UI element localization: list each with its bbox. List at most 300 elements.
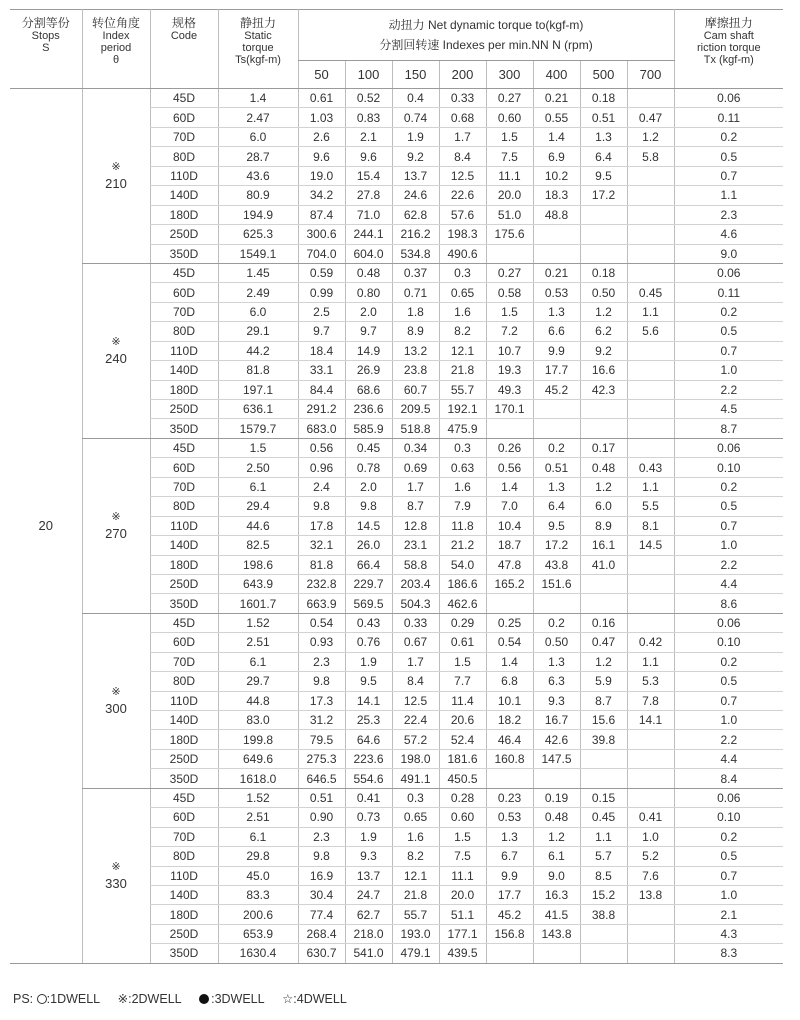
dynamic-torque-cell [627,944,674,963]
dynamic-torque-cell: 5.7 [580,847,627,866]
dynamic-torque-cell: 236.6 [345,400,392,419]
dynamic-torque-cell: 604.0 [345,244,392,263]
table-row [10,263,783,282]
header-stops-en1: Stops [31,30,60,42]
dynamic-torque-cell: 147.5 [533,749,580,768]
dynamic-torque-cell: 0.48 [580,458,627,477]
friction-torque-cell: 0.06 [674,438,783,457]
header-static-cn: 静扭力 [239,16,276,30]
dynamic-torque-cell: 0.78 [345,458,392,477]
static-torque-cell: 44.6 [218,516,298,535]
dynamic-torque-cell: 16.9 [298,866,345,885]
dynamic-torque-cell [627,730,674,749]
dynamic-torque-cell: 39.8 [580,730,627,749]
dynamic-torque-cell: 14.5 [345,516,392,535]
dynamic-torque-cell: 42.6 [533,730,580,749]
dynamic-torque-cell: 9.6 [298,147,345,166]
dynamic-torque-cell: 12.5 [439,166,486,185]
dynamic-torque-cell: 9.7 [345,322,392,341]
dynamic-torque-cell [580,244,627,263]
dynamic-torque-cell: 291.2 [298,400,345,419]
dynamic-torque-cell: 13.7 [392,166,439,185]
dynamic-torque-cell [580,944,627,963]
dynamic-torque-cell [580,924,627,943]
code-cell: 250D [150,225,218,244]
dynamic-torque-cell: 0.67 [392,633,439,652]
static-torque-cell: 197.1 [218,380,298,399]
dynamic-torque-cell: 8.4 [439,147,486,166]
dynamic-torque-cell: 9.8 [298,847,345,866]
dynamic-torque-cell: 9.8 [298,672,345,691]
dynamic-torque-cell: 0.93 [298,633,345,652]
dynamic-torque-cell: 275.3 [298,749,345,768]
dynamic-torque-cell: 0.56 [298,438,345,457]
dynamic-torque-cell: 16.7 [533,711,580,730]
dynamic-torque-cell: 1.2 [580,652,627,671]
dynamic-torque-cell: 0.51 [580,108,627,127]
code-cell: 250D [150,924,218,943]
dynamic-torque-cell: 55.7 [392,905,439,924]
dynamic-torque-cell: 52.4 [439,730,486,749]
dynamic-torque-cell: 7.7 [439,672,486,691]
dynamic-torque-cell: 1.0 [627,827,674,846]
static-torque-cell: 29.4 [218,497,298,516]
code-cell: 80D [150,672,218,691]
dynamic-torque-cell [486,769,533,788]
static-torque-cell: 198.6 [218,555,298,574]
dynamic-torque-cell: 1.2 [580,302,627,321]
dynamic-torque-cell: 1.3 [533,477,580,496]
dynamic-torque-cell: 9.9 [533,341,580,360]
friction-torque-cell: 0.5 [674,147,783,166]
code-cell: 250D [150,574,218,593]
dynamic-torque-cell: 0.23 [486,788,533,807]
table-row [10,788,783,807]
dynamic-torque-cell: 77.4 [298,905,345,924]
code-cell: 350D [150,594,218,613]
dynamic-torque-cell: 268.4 [298,924,345,943]
dynamic-torque-cell: 450.5 [439,769,486,788]
index-angle-value: 240 [105,350,127,366]
friction-torque-cell: 2.3 [674,205,783,224]
dynamic-torque-cell: 0.52 [345,89,392,108]
dynamic-torque-cell [580,419,627,438]
dynamic-torque-cell [627,380,674,399]
dynamic-torque-cell: 22.6 [439,186,486,205]
dynamic-torque-cell: 26.9 [345,361,392,380]
dynamic-torque-cell: 55.7 [439,380,486,399]
dynamic-torque-cell: 2.3 [298,827,345,846]
dynamic-torque-cell: 646.5 [298,769,345,788]
legend-item-4dwell [282,992,347,1006]
friction-torque-cell: 4.5 [674,400,783,419]
header-code-cn: 规格 [171,16,196,30]
dynamic-torque-cell: 232.8 [298,574,345,593]
dynamic-torque-cell: 2.1 [345,127,392,146]
dynamic-torque-cell: 585.9 [345,419,392,438]
dynamic-torque-cell: 0.29 [439,613,486,632]
dynamic-torque-cell: 24.6 [392,186,439,205]
dynamic-torque-cell: 1.9 [345,652,392,671]
dynamic-torque-cell: 198.3 [439,225,486,244]
index-angle-cell [82,89,150,264]
dynamic-torque-cell: 84.4 [298,380,345,399]
dynamic-torque-cell: 0.2 [533,438,580,457]
code-cell: 110D [150,166,218,185]
dynamic-torque-cell: 21.8 [439,361,486,380]
dynamic-torque-cell: 0.21 [533,263,580,282]
dynamic-torque-cell: 9.5 [533,516,580,535]
static-torque-cell: 1.45 [218,263,298,282]
static-torque-cell: 83.0 [218,711,298,730]
dynamic-torque-cell: 21.2 [439,536,486,555]
code-cell: 70D [150,477,218,496]
dynamic-torque-cell: 2.5 [298,302,345,321]
dynamic-torque-cell: 0.3 [439,263,486,282]
dynamic-torque-cell: 170.1 [486,400,533,419]
dynamic-torque-cell: 16.3 [533,885,580,904]
header-stops [10,10,82,89]
dynamic-torque-cell: 8.2 [392,847,439,866]
friction-torque-cell: 0.2 [674,127,783,146]
code-cell: 70D [150,302,218,321]
dynamic-torque-cell: 186.6 [439,574,486,593]
header-friction [674,10,783,89]
dynamic-torque-cell: 19.3 [486,361,533,380]
code-cell: 60D [150,108,218,127]
dynamic-torque-cell: 26.0 [345,536,392,555]
dynamic-torque-cell: 81.8 [298,555,345,574]
dynamic-torque-cell: 7.9 [439,497,486,516]
dynamic-torque-cell [627,905,674,924]
code-cell: 180D [150,730,218,749]
dynamic-torque-cell: 62.8 [392,205,439,224]
dynamic-torque-cell [533,419,580,438]
legend-item-3dwell [199,992,265,1006]
dynamic-torque-cell: 9.8 [298,497,345,516]
dynamic-torque-cell: 17.7 [533,361,580,380]
dynamic-torque-cell: 0.47 [580,633,627,652]
dynamic-torque-cell: 45.2 [486,905,533,924]
static-torque-cell: 28.7 [218,147,298,166]
code-cell: 140D [150,885,218,904]
dynamic-torque-cell: 2.0 [345,302,392,321]
dynamic-torque-cell: 8.9 [580,516,627,535]
dynamic-torque-cell: 0.73 [345,808,392,827]
legend-item-1dwell [37,992,101,1006]
dynamic-torque-cell: 57.2 [392,730,439,749]
dynamic-torque-cell: 1.9 [345,827,392,846]
dynamic-torque-cell: 0.21 [533,89,580,108]
dynamic-torque-cell: 1.1 [627,477,674,496]
code-cell: 70D [150,827,218,846]
dynamic-torque-cell: 12.1 [439,341,486,360]
dynamic-torque-cell [627,400,674,419]
header-friction-en2: riction torque [697,42,761,54]
dynamic-torque-cell [533,594,580,613]
dynamic-torque-cell: 0.26 [486,438,533,457]
static-torque-cell: 1.52 [218,788,298,807]
dynamic-torque-cell [627,924,674,943]
dynamic-torque-cell: 60.7 [392,380,439,399]
header-static-en2: torque [242,42,274,54]
index-angle-cell [82,613,150,788]
dynamic-torque-cell: 0.59 [298,263,345,282]
dynamic-torque-cell: 244.1 [345,225,392,244]
dynamic-torque-cell: 7.5 [486,147,533,166]
speed-header-cell: 700 [627,61,674,89]
dynamic-torque-cell: 0.83 [345,108,392,127]
dynamic-torque-cell: 504.3 [392,594,439,613]
code-cell: 80D [150,497,218,516]
header-friction-en3: Tx (kgf-m) [703,54,754,66]
speed-header-cell: 300 [486,61,533,89]
dynamic-torque-cell: 8.7 [392,497,439,516]
code-cell: 250D [150,400,218,419]
dynamic-torque-cell: 16.6 [580,361,627,380]
dynamic-torque-cell: 0.55 [533,108,580,127]
dynamic-torque-cell: 0.48 [533,808,580,827]
dynamic-torque-cell: 11.8 [439,516,486,535]
dynamic-torque-cell: 17.8 [298,516,345,535]
code-cell: 140D [150,186,218,205]
friction-torque-cell: 2.2 [674,380,783,399]
friction-torque-cell: 1.0 [674,885,783,904]
code-cell: 140D [150,536,218,555]
dynamic-torque-cell: 479.1 [392,944,439,963]
code-cell: 350D [150,419,218,438]
static-torque-cell: 1579.7 [218,419,298,438]
header-dynamic-en3: N (rpm) [552,38,593,52]
dynamic-torque-cell: 1.7 [392,477,439,496]
dynamic-torque-cell: 0.50 [580,283,627,302]
dynamic-torque-cell: 10.2 [533,166,580,185]
dynamic-torque-cell [627,244,674,263]
static-torque-cell: 44.2 [218,341,298,360]
dynamic-torque-cell: 31.2 [298,711,345,730]
friction-torque-cell: 0.06 [674,263,783,282]
dynamic-torque-cell: 1.5 [486,127,533,146]
speed-header-cell: 500 [580,61,627,89]
static-torque-cell: 200.6 [218,905,298,924]
header-dynamic-en2: Indexes per min.NN [442,38,549,52]
dynamic-torque-cell: 34.2 [298,186,345,205]
header-code-en1: Code [170,30,198,42]
dynamic-torque-cell: 160.8 [486,749,533,768]
dynamic-torque-cell: 5.5 [627,497,674,516]
dynamic-torque-cell: 1.3 [580,127,627,146]
static-torque-cell: 29.7 [218,672,298,691]
dynamic-torque-cell: 15.6 [580,711,627,730]
dynamic-torque-cell: 0.37 [392,263,439,282]
dynamic-torque-cell: 13.7 [345,866,392,885]
dynamic-torque-cell: 38.8 [580,905,627,924]
dynamic-torque-cell: 9.3 [533,691,580,710]
speed-header-cell: 100 [345,61,392,89]
legend-text: :2DWELL [128,992,182,1006]
code-cell: 250D [150,749,218,768]
friction-torque-cell: 0.10 [674,808,783,827]
dynamic-torque-cell: 0.43 [345,613,392,632]
asterisk-mark-icon: ※ [111,335,121,348]
dynamic-torque-cell: 20.6 [439,711,486,730]
legend-item-2dwell [118,992,182,1006]
dynamic-torque-cell: 143.8 [533,924,580,943]
index-angle-cell [82,263,150,438]
dynamic-torque-cell: 0.18 [580,263,627,282]
dynamic-torque-cell: 1.6 [392,827,439,846]
dynamic-torque-cell: 229.7 [345,574,392,593]
dynamic-torque-cell [533,225,580,244]
dynamic-torque-cell [627,788,674,807]
dynamic-torque-cell: 0.60 [439,808,486,827]
dynamic-torque-cell: 0.45 [580,808,627,827]
speed-header-cell: 400 [533,61,580,89]
dynamic-torque-cell: 23.1 [392,536,439,555]
circle-icon [37,994,47,1004]
dynamic-torque-cell: 475.9 [439,419,486,438]
index-angle-value: 210 [105,175,127,191]
dynamic-torque-cell: 41.5 [533,905,580,924]
dynamic-torque-cell: 19.0 [298,166,345,185]
legend [13,991,361,1006]
dynamic-torque-cell: 2.6 [298,127,345,146]
table-body [10,89,783,964]
static-torque-cell: 45.0 [218,866,298,885]
static-torque-cell: 1618.0 [218,769,298,788]
static-torque-cell: 194.9 [218,205,298,224]
dynamic-torque-cell: 49.3 [486,380,533,399]
dynamic-torque-cell [627,186,674,205]
dynamic-torque-cell: 7.8 [627,691,674,710]
dynamic-torque-cell: 0.53 [533,283,580,302]
dynamic-torque-cell: 20.0 [486,186,533,205]
friction-torque-cell: 2.2 [674,730,783,749]
dynamic-torque-cell [486,944,533,963]
friction-torque-cell: 9.0 [674,244,783,263]
dynamic-torque-cell [533,944,580,963]
code-cell: 80D [150,847,218,866]
code-cell: 60D [150,283,218,302]
header-dynamic-en1: Net dynamic torque to(kgf-m) [428,18,584,32]
dynamic-torque-cell: 1.4 [486,477,533,496]
dynamic-torque-cell: 8.5 [580,866,627,885]
dynamic-torque-cell: 0.27 [486,263,533,282]
dynamic-torque-cell: 6.6 [533,322,580,341]
dynamic-torque-cell: 6.9 [533,147,580,166]
dynamic-torque-cell: 33.1 [298,361,345,380]
dynamic-torque-cell: 5.8 [627,147,674,166]
dynamic-torque-cell: 177.1 [439,924,486,943]
dynamic-torque-cell: 1.2 [580,477,627,496]
static-torque-cell: 29.8 [218,847,298,866]
dynamic-torque-cell: 0.4 [392,89,439,108]
header-friction-en1: Cam shaft [703,30,754,42]
code-cell: 350D [150,944,218,963]
dynamic-torque-cell [533,769,580,788]
table-row [10,438,783,457]
dynamic-torque-cell: 0.96 [298,458,345,477]
code-cell: 110D [150,341,218,360]
dynamic-torque-cell: 0.71 [392,283,439,302]
dynamic-torque-cell [533,400,580,419]
dynamic-torque-cell: 1.5 [486,302,533,321]
dynamic-torque-cell: 0.33 [439,89,486,108]
dynamic-torque-cell: 0.50 [533,633,580,652]
dynamic-torque-cell: 663.9 [298,594,345,613]
speed-header-cell: 50 [298,61,345,89]
static-torque-cell: 6.1 [218,477,298,496]
dynamic-torque-cell [486,594,533,613]
dynamic-torque-cell: 534.8 [392,244,439,263]
header-dynamic-cn1: 动扭力 [388,18,425,32]
dynamic-torque-cell: 1.5 [439,652,486,671]
friction-torque-cell: 0.7 [674,516,783,535]
header-angle [82,10,150,89]
legend-prefix: PS: [13,992,34,1006]
dynamic-torque-cell: 48.8 [533,205,580,224]
dynamic-torque-cell: 192.1 [439,400,486,419]
static-torque-cell: 6.0 [218,127,298,146]
dynamic-torque-cell: 0.48 [345,263,392,282]
static-torque-cell: 80.9 [218,186,298,205]
dynamic-torque-cell: 1.9 [392,127,439,146]
header-angle-en1: Index [102,30,130,42]
dynamic-torque-cell: 218.0 [345,924,392,943]
dynamic-torque-cell: 193.0 [392,924,439,943]
dynamic-torque-cell: 630.7 [298,944,345,963]
code-cell: 70D [150,127,218,146]
dynamic-torque-cell: 151.6 [533,574,580,593]
dynamic-torque-cell: 0.53 [486,808,533,827]
index-angle-value: 300 [105,700,127,716]
code-cell: 140D [150,361,218,380]
dynamic-torque-cell: 1.8 [392,302,439,321]
friction-torque-cell: 0.2 [674,302,783,321]
dynamic-torque-cell: 1.03 [298,108,345,127]
code-cell: 45D [150,613,218,632]
index-angle-cell [82,788,150,963]
code-cell: 140D [150,711,218,730]
dynamic-torque-cell: 66.4 [345,555,392,574]
dynamic-torque-cell: 51.0 [486,205,533,224]
dynamic-torque-cell [580,225,627,244]
dynamic-torque-cell [627,613,674,632]
code-cell: 110D [150,691,218,710]
static-torque-cell: 6.1 [218,652,298,671]
star-outline-icon: ☆ [282,992,294,1006]
header-dynamic [298,10,674,61]
dynamic-torque-cell [580,400,627,419]
dynamic-torque-cell: 0.61 [439,633,486,652]
filled-dot-icon [199,994,209,1004]
dynamic-torque-cell: 8.9 [392,322,439,341]
dynamic-torque-cell: 11.4 [439,691,486,710]
header-stops-en2: S [42,42,50,54]
dynamic-torque-cell: 9.6 [345,147,392,166]
dynamic-torque-cell: 0.41 [345,788,392,807]
dynamic-torque-cell: 0.18 [580,89,627,108]
dynamic-torque-cell: 2.3 [298,652,345,671]
static-torque-cell: 2.47 [218,108,298,127]
dynamic-torque-cell: 156.8 [486,924,533,943]
dynamic-torque-cell: 12.5 [392,691,439,710]
code-cell: 80D [150,322,218,341]
dynamic-torque-cell [580,594,627,613]
dynamic-torque-cell: 0.34 [392,438,439,457]
table-row [10,89,783,108]
dynamic-torque-cell: 15.4 [345,166,392,185]
